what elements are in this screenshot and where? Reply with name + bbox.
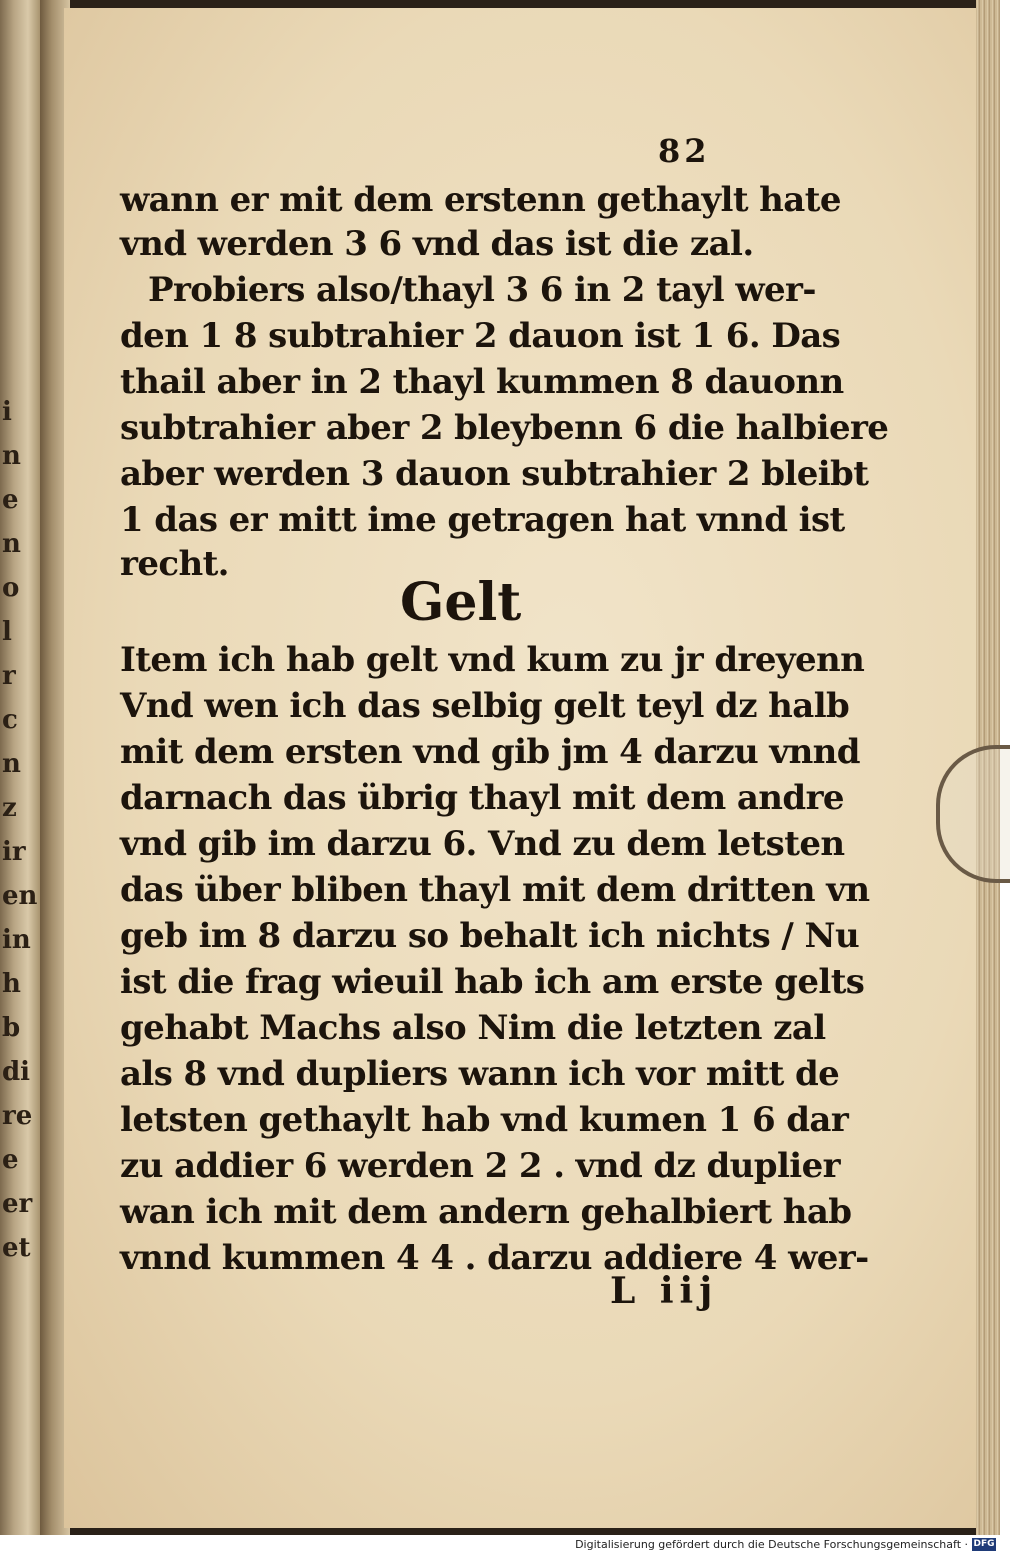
signature-mark: L iij (610, 1270, 719, 1312)
text-line: recht. (120, 544, 229, 584)
text-line: ist die frag wieuil hab ich am erste gelts (120, 962, 865, 1002)
left-fragment: et (2, 1233, 31, 1263)
text-line: vnd gib im darzu 6. Vnd zu dem letsten (120, 824, 845, 864)
text-line: zu addier 6 werden 2 2 . vnd dz duplier (120, 1146, 840, 1186)
left-fragment: e (2, 485, 19, 515)
text-line: subtrahier aber 2 bleybenn 6 die halbiere (120, 408, 889, 448)
dfg-logo-icon: DFG (973, 1539, 995, 1549)
text-line: 1 das er mitt ime getragen hat vnnd ist (120, 500, 845, 540)
left-page-edge (0, 0, 40, 1535)
left-fragment: l (2, 617, 12, 647)
left-fragment: ir (2, 837, 26, 867)
text-line: vnd werden 3 6 vnd das ist die zal. (120, 224, 754, 264)
left-fragment: re (2, 1101, 33, 1131)
text-line: gehabt Machs also Nim die letzten zal (120, 1008, 826, 1048)
left-fragment: in (2, 925, 31, 955)
text-line: als 8 vnd dupliers wann ich vor mitt de (120, 1054, 840, 1094)
text-line: das über bliben thayl mit dem dritten vn (120, 870, 870, 910)
left-page-text-fragments (2, 390, 38, 1270)
left-fragment: b (2, 1013, 21, 1043)
text-line: darnach das übrig thayl mit dem andre (120, 778, 844, 818)
left-fragment: en (2, 881, 38, 911)
left-fragment: n (2, 749, 21, 779)
text-line: geb im 8 darzu so behalt ich nichts / Nu (120, 916, 860, 956)
footer-credit: Digitalisierung gefördert durch die Deutsche Forschungsgemeinschaft · (575, 1538, 968, 1551)
folio-number: 82 (658, 132, 711, 170)
text-line: vnnd kummen 4 4 . darzu addiere 4 wer- (120, 1238, 869, 1278)
left-fragment: n (2, 441, 21, 471)
text-line: thail aber in 2 thayl kummen 8 dauonn (120, 362, 844, 402)
left-fragment: z (2, 793, 17, 823)
text-line: den 1 8 subtrahier 2 dauon ist 1 6. Das (120, 316, 841, 356)
left-fragment: c (2, 705, 18, 735)
text-line: Probiers also/thayl 3 6 in 2 tayl wer- (148, 270, 816, 310)
left-fragment: o (2, 573, 20, 603)
left-fragment: n (2, 529, 21, 559)
text-line: Item ich hab gelt vnd kum zu jr dreyenn (120, 640, 865, 680)
left-fragment: r (2, 661, 16, 691)
left-fragment: er (2, 1189, 33, 1219)
section-heading: Gelt (400, 572, 522, 633)
left-fragment: di (2, 1057, 31, 1087)
left-fragment: h (2, 969, 21, 999)
text-line: letsten gethaylt hab vnd kumen 1 6 dar (120, 1100, 849, 1140)
left-fragment: e (2, 1145, 19, 1175)
text-line: wan ich mit dem andern gehalbiert hab (120, 1192, 852, 1232)
text-line: aber werden 3 dauon subtrahier 2 bleibt (120, 454, 869, 494)
footer-bar (0, 1535, 1000, 1555)
text-line: mit dem ersten vnd gib jm 4 darzu vnnd (120, 732, 860, 772)
left-fragment: i (2, 397, 12, 427)
text-line: wann er mit dem erstenn gethaylt hate (120, 180, 841, 220)
text-line: Vnd wen ich das selbig gelt teyl dz halb (120, 686, 850, 726)
